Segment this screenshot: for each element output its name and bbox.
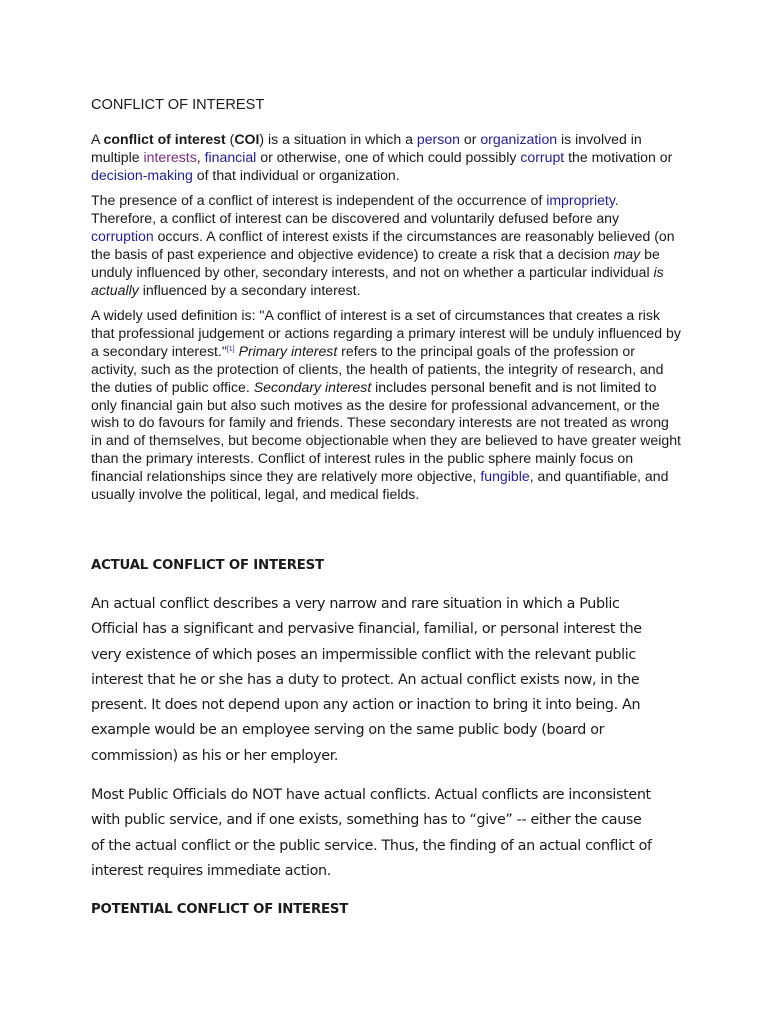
link-corrupt[interactable]: corrupt <box>520 148 565 165</box>
text-run: . Therefore, a conflict of interest can be discovered and voluntarily defused before any <box>91 192 620 226</box>
text-line: interest requires immediate action. <box>91 862 331 879</box>
link-organization[interactable]: organization <box>480 131 558 147</box>
citation-reference[interactable]: [1] <box>226 345 235 353</box>
text-run: or <box>459 131 481 147</box>
text-line: with public service, and if one exists, something has to “give” -- either the cause <box>91 812 642 829</box>
text-line: interest that he or she has a duty to protect. An actual conflict exists now, in the <box>91 671 640 688</box>
link-person[interactable]: person <box>416 131 460 147</box>
text-run: includes personal benefit and is not limited to only financial gain but also such motives as the desire for professional advancement, or the wish to do favours for family and friends. These secondary interests are not treated as wrong in and of themselves, but become objectionable when they are believed to have greater weight than the primary interests. Conflict of interest rules in the public sphere mainly focus on financial relationships since they are relatively more objective, <box>91 378 681 485</box>
presence-paragraph <box>91 192 681 299</box>
text-run: A widely used definition is: "A conflict of interest is a set of circumstances that creates a risk that professional judgement or actions regarding a primary interest will be unduly influenced by a secondary interest." <box>91 307 681 359</box>
text-line: very existence of which poses an impermissible conflict with the relevant public <box>91 646 636 663</box>
document-title: CONFLICT OF INTEREST <box>91 97 265 113</box>
text-line: Official has a significant and pervasive financial, familial, or personal interest the <box>91 621 642 638</box>
link-financial[interactable]: financial <box>204 148 257 165</box>
link-corruption[interactable]: corruption <box>91 227 154 244</box>
definition-paragraph <box>91 131 681 185</box>
link-decision-making[interactable]: decision-making <box>91 166 193 183</box>
link-interests[interactable]: interests <box>143 148 197 165</box>
italic-may: may <box>613 245 641 262</box>
italic-primary-interest: Primary interest <box>238 342 338 359</box>
bold-abbreviation: COI <box>234 131 260 147</box>
text-run: or otherwise, one of which could possibly <box>256 148 521 165</box>
most-officials-paragraph <box>91 783 691 884</box>
text-run: occurs. A conflict of interest exists if the circumstances are reasonably believed (on the basis of past experience and objective evidence) to create a risk that a decision <box>91 227 675 262</box>
text-run: The presence of a conflict of interest is independent of the occurrence of <box>91 192 547 208</box>
text-run: is involved in multiple <box>91 131 642 165</box>
text-run: the motivation or <box>564 148 673 165</box>
actual-conflict-paragraph <box>91 592 691 769</box>
text-run: influenced by a secondary interest. <box>138 281 361 298</box>
text-run: ) is a situation in which a <box>259 131 417 147</box>
link-fungible[interactable]: fungible <box>480 468 530 485</box>
text-run: ( <box>225 131 235 147</box>
text-run: , <box>196 148 205 165</box>
definition-quote-paragraph <box>91 307 681 504</box>
text-line: example would be an employee serving on the same public body (board or <box>91 722 605 739</box>
text-run: refers to the principal goals of the profession or activity, such as the protection of clients, the health of patients, the integrity of research, and the duties of public office. <box>91 342 664 395</box>
link-impropriety[interactable]: impropriety <box>546 192 615 208</box>
text-run: be unduly influenced by other, secondary interests, and not on whether a particular individual <box>91 245 660 280</box>
italic-secondary-interest: Secondary interest <box>253 378 372 395</box>
text-line: of the actual conflict or the public service. Thus, the finding of an actual conflict of <box>91 837 652 854</box>
text-run: of that individual or organization. <box>192 166 400 183</box>
text-line: An actual conflict describes a very narrow and rare situation in which a Public <box>91 596 620 612</box>
italic-is-actually: is actually <box>91 263 664 298</box>
text-line: Most Public Officials do NOT have actual conflicts. Actual conflicts are inconsistent <box>91 787 651 803</box>
text-run: A <box>91 131 104 147</box>
text-run: , and quantifiable, and usually involve the political, legal, and medical fields. <box>91 468 669 503</box>
text-line: present. It does not depend upon any action or inaction to bring it into being. An <box>91 697 641 714</box>
bold-term: conflict of interest <box>103 131 226 147</box>
heading-potential-conflict: POTENTIAL CONFLICT OF INTEREST <box>91 902 349 917</box>
text-line: commission) as his or her employer. <box>91 747 339 764</box>
heading-actual-conflict: ACTUAL CONFLICT OF INTEREST <box>91 558 324 573</box>
